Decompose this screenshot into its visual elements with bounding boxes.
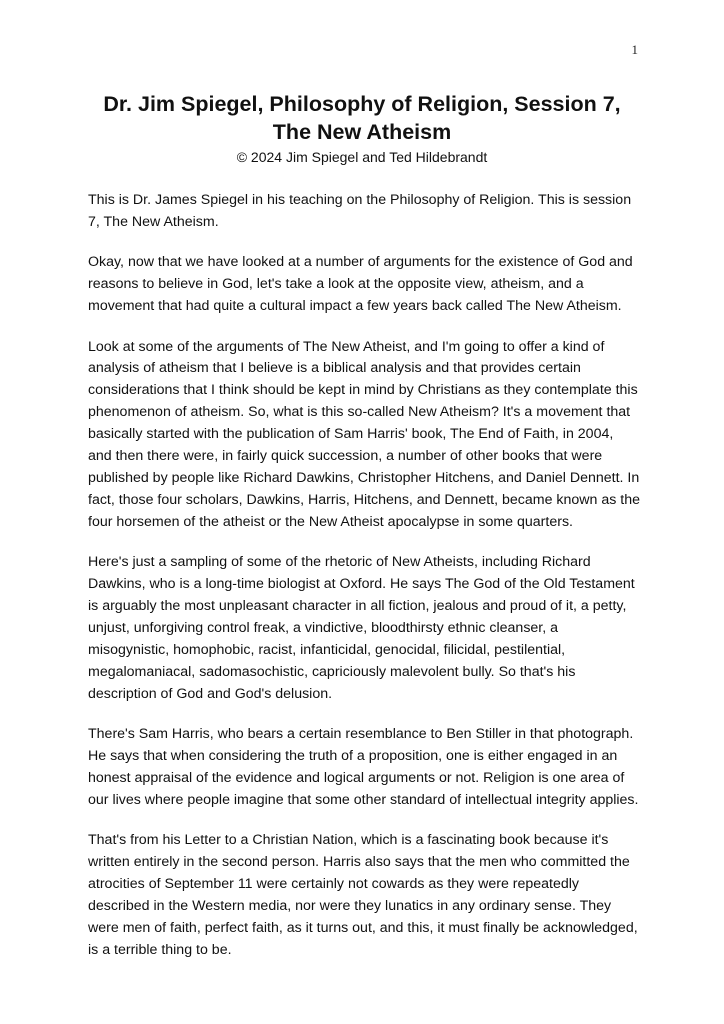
body-paragraph: There's Sam Harris, who bears a certain resemblance to Ben Stiller in that photograph. He says that when considering the truth of a proposition, one is either engaged in an honest appraisal of the evidence and logical arguments or not. Religion is one area of our lives where people imagine that some other standard of intellectual integrity applies. (88, 726, 639, 808)
page-number: 1 (631, 42, 638, 57)
body-paragraph: This is Dr. James Spiegel in his teaching on the Philosophy of Religion. This is session 7, The New Atheism. (88, 192, 632, 230)
document-title: Dr. Jim Spiegel, Philosophy of Religion, Session 7, The New Atheism (103, 92, 621, 144)
document-body (88, 190, 640, 980)
body-paragraph: Look at some of the arguments of The New Atheist, and I'm going to offer a kind of analysis of atheism that I believe is a biblical analysis and that provides certain considerations that I think should be kept in mind by Christians as they contemplate this phenomenon of atheism. So, what is this so-called New Atheism? It's a movement that basically started with the publication of Sam Harris' book, The End of Faith, in 2004, and then there were, in fairly quick succession, a number of other books that were published by people like Richard Dawkins, Christopher Hitchens, and Daniel Dennett. In fact, those four scholars, Dawkins, Harris, Hitchens, and Dennett, became known as the four horsemen of the atheist or the New Atheist apocalypse in some quarters. (88, 338, 640, 530)
body-paragraph: That's from his Letter to a Christian Nation, which is a fascinating book because it's written entirely in the second person. Harris also says that the men who committed the atrocities of September 11 were certainly not cowards as they were repeatedly described in the Western media, nor were they lunatics in any ordinary sense. They were men of faith, perfect faith, as it turns out, and this, it must finally be acknowledged, is a terrible thing to be. (88, 832, 638, 958)
body-paragraph: Okay, now that we have looked at a number of arguments for the existence of God and reasons to believe in God, let's take a look at the opposite view, atheism, and a movement that had quite a cultural impact a few years back called The New Atheism. (88, 254, 633, 315)
body-paragraph: Here's just a sampling of some of the rhetoric of New Atheists, including Richard Dawkins, who is a long-time biologist at Oxford. He says The God of the Old Testament is arguably the most unpleasant character in all fiction, jealous and proud of it, a petty, unjust, unforgiving control freak, a vindictive, bloodthirsty ethnic cleanser, a misogynistic, homophobic, racist, infanticidal, genocidal, filicidal, pestilential, megalomaniacal, sadomasochistic, capriciously malevolent bully. So that's his description of God and God's delusion. (88, 554, 635, 702)
copyright-line: © 2024 Jim Spiegel and Ted Hildebrandt (236, 149, 488, 165)
